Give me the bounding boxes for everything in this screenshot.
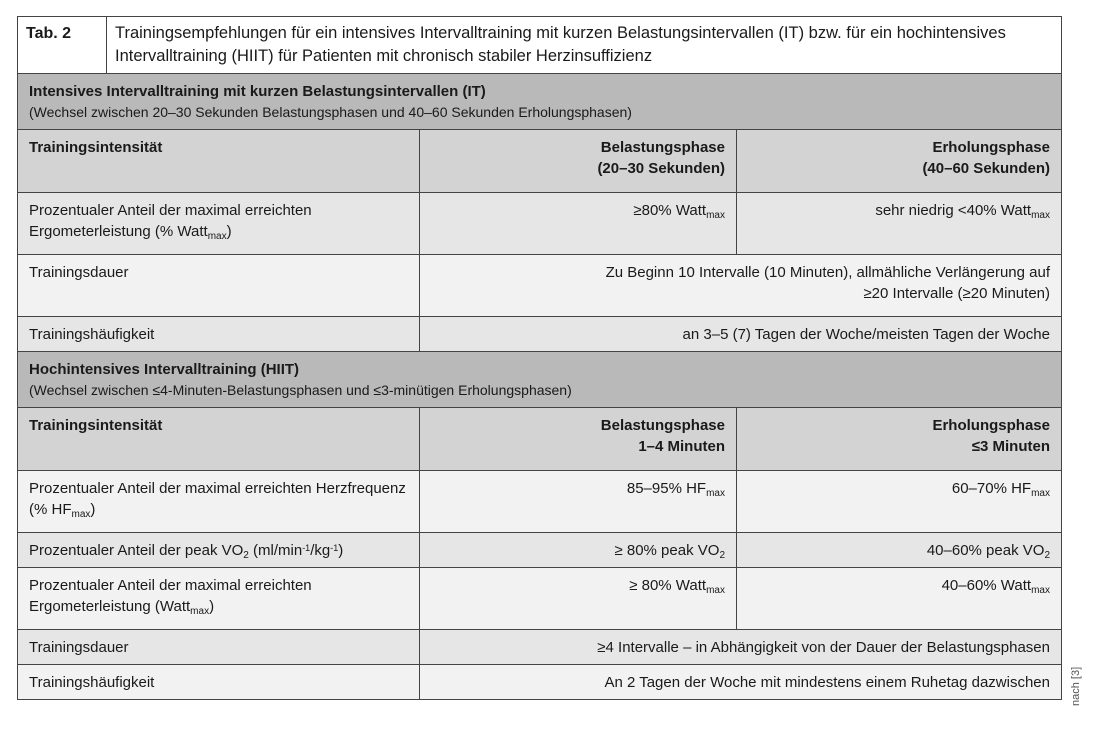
table-row bbox=[18, 470, 1061, 532]
row-label: Prozentualer Anteil der maximal erreichten Ergometerleistung (Watt$_{max}$) bbox=[18, 568, 420, 629]
recovery-phase-value: sehr niedrig <40% Watt$_{max}$ bbox=[875, 202, 1050, 221]
column-header-line: 1–4 Minuten bbox=[638, 438, 725, 455]
section-title: Intensives Intervalltraining mit kurzen Belastungsintervallen (IT) bbox=[29, 83, 486, 100]
recovery-phase-value: 60–70% $HF_{max}$ bbox=[951, 480, 1050, 499]
table-label: Tab. 2 bbox=[18, 17, 107, 73]
table-title: Trainingsempfehlungen für ein intensives Intervalltraining mit kurzen Belastungsintervallen (IT) bzw. für ein hochintensives Intervalltraining (HIIT) für Patienten mit chronisch stabiler Herzinsuffizienz bbox=[115, 24, 1006, 65]
section-subtitle: (Wechsel zwischen 20–30 Sekunden Belastungsphasen und 40–60 Sekunden Erholungsphasen) bbox=[29, 104, 632, 120]
section-title: Hochintensives Intervalltraining (HIIT) bbox=[29, 361, 300, 378]
column-header-line: ≤3 Minuten bbox=[971, 438, 1050, 455]
load-phase-value: ≥ 80% Watt$_{max}$ bbox=[420, 568, 737, 629]
row-label: Prozentualer Anteil der maximal erreichten Ergometerleistung (% Watt$_{max}$) bbox=[18, 193, 420, 254]
section-subtitle: (Wechsel zwischen ≤4-Minuten-Belastungsphasen und ≤3-minütigen Erholungsphasen) bbox=[29, 382, 572, 398]
row-label: Trainingshäufigkeit bbox=[18, 317, 420, 351]
load-phase-value: 85–95% $HF_{max}$ bbox=[420, 471, 737, 532]
recovery-phase-value: 40–60% Watt$_{max}$ bbox=[941, 577, 1050, 596]
column-header-line: Erholungsphase bbox=[932, 139, 1050, 156]
column-header-line: Belastungsphase bbox=[600, 139, 725, 156]
table-row bbox=[18, 254, 1061, 316]
section-header-it bbox=[18, 73, 1061, 129]
merged-value: ≥4 Intervalle – in Abhängigkeit von der Dauer der Belastungsphasen bbox=[597, 639, 1050, 656]
column-header-intensity: Trainingsintensität bbox=[18, 130, 420, 192]
column-header-load-phase bbox=[420, 408, 737, 470]
row-label: Trainingshäufigkeit bbox=[18, 665, 420, 699]
row-label: Prozentualer Anteil der maximal erreichten Herzfrequenz (% $HF_{max}$) bbox=[18, 471, 420, 532]
merged-value bbox=[420, 255, 1061, 316]
value-line: Zu Beginn 10 Intervalle (10 Minuten), allmähliche Verlängerung auf bbox=[605, 264, 1050, 281]
table-row bbox=[18, 192, 1061, 254]
table-caption-row bbox=[18, 17, 1061, 73]
recovery-phase-value: 40–60% peak $VO_2$ bbox=[926, 542, 1050, 561]
table-row bbox=[18, 664, 1061, 699]
column-header-recovery-phase bbox=[737, 408, 1061, 470]
source-note: nach [3] bbox=[1070, 666, 1082, 706]
column-header-row bbox=[18, 407, 1061, 470]
table-row bbox=[18, 316, 1061, 351]
column-header-line: Belastungsphase bbox=[600, 417, 725, 434]
load-phase-value: ≥ 80% peak $VO_2$ bbox=[420, 533, 737, 567]
column-header-recovery-phase bbox=[737, 130, 1061, 192]
load-phase-value: ≥80% Watt$_{max}$ bbox=[420, 193, 737, 254]
column-header-line: (40–60 Sekunden) bbox=[922, 160, 1050, 177]
row-label: Prozentualer Anteil der peak $VO_2$ $(ml/\min^{-1}/kg^{-1})$ bbox=[18, 533, 420, 567]
table-row bbox=[18, 567, 1061, 629]
row-label: Trainingsdauer bbox=[18, 630, 420, 664]
table-row bbox=[18, 629, 1061, 664]
recommendations-table bbox=[17, 16, 1062, 700]
column-header-line: Erholungsphase bbox=[932, 417, 1050, 434]
table-row bbox=[18, 532, 1061, 567]
merged-value: An 2 Tagen der Woche mit mindestens einem Ruhetag dazwischen bbox=[604, 674, 1050, 691]
column-header-line: (20–30 Sekunden) bbox=[597, 160, 725, 177]
row-label: Trainingsdauer bbox=[18, 255, 420, 316]
value-line: ≥20 Intervalle (≥20 Minuten) bbox=[863, 285, 1050, 302]
section-header-hiit bbox=[18, 351, 1061, 407]
column-header-row bbox=[18, 129, 1061, 192]
column-header-intensity: Trainingsintensität bbox=[18, 408, 420, 470]
column-header-load-phase bbox=[420, 130, 737, 192]
merged-value: an 3–5 (7) Tagen der Woche/meisten Tagen der Woche bbox=[682, 326, 1050, 343]
